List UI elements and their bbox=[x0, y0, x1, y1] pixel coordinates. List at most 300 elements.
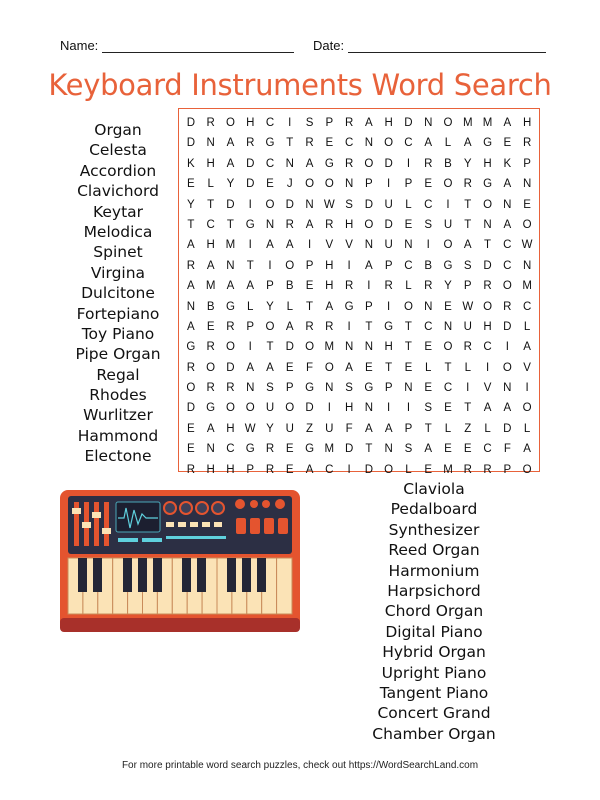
grid-letter[interactable]: C bbox=[522, 300, 532, 313]
grid-letter[interactable]: L bbox=[523, 320, 531, 333]
grid-letter[interactable]: M bbox=[443, 463, 453, 476]
grid-letter[interactable]: L bbox=[444, 137, 452, 150]
grid-letter[interactable]: W bbox=[244, 422, 256, 435]
grid-letter[interactable]: O bbox=[443, 178, 453, 191]
grid-letter[interactable]: A bbox=[305, 463, 314, 476]
grid-letter[interactable]: D bbox=[503, 320, 512, 333]
grid-letter[interactable]: C bbox=[443, 382, 453, 395]
grid-letter[interactable]: S bbox=[305, 117, 314, 129]
grid-letter[interactable]: L bbox=[207, 178, 214, 191]
grid-letter[interactable]: Z bbox=[464, 422, 472, 435]
grid-letter[interactable]: T bbox=[404, 341, 412, 354]
grid-letter[interactable]: I bbox=[347, 463, 351, 476]
grid-letter[interactable]: G bbox=[344, 300, 354, 313]
grid-letter[interactable]: N bbox=[305, 198, 314, 211]
grid-letter[interactable]: T bbox=[464, 218, 472, 231]
grid-letter[interactable]: H bbox=[344, 218, 354, 231]
grid-letter[interactable]: P bbox=[365, 178, 373, 191]
grid-letter[interactable]: D bbox=[305, 402, 314, 415]
grid-letter[interactable]: E bbox=[285, 361, 294, 374]
grid-letter[interactable]: M bbox=[482, 117, 493, 129]
grid-letter[interactable]: G bbox=[245, 218, 255, 231]
grid-letter[interactable]: P bbox=[404, 422, 413, 435]
grid-letter[interactable]: A bbox=[384, 422, 393, 435]
grid-letter[interactable]: N bbox=[186, 300, 196, 313]
grid-letter[interactable]: I bbox=[248, 341, 252, 354]
grid-letter[interactable]: P bbox=[285, 382, 294, 395]
grid-letter[interactable]: A bbox=[226, 137, 235, 150]
grid-letter[interactable]: Y bbox=[187, 198, 195, 211]
grid-letter[interactable]: O bbox=[384, 137, 394, 150]
grid-letter[interactable]: H bbox=[206, 463, 215, 476]
grid-letter[interactable]: S bbox=[404, 443, 413, 456]
grid-letter[interactable]: G bbox=[245, 443, 255, 456]
grid-letter[interactable]: R bbox=[285, 218, 294, 231]
grid-letter[interactable]: D bbox=[186, 402, 196, 415]
grid-letter[interactable]: T bbox=[266, 341, 274, 354]
grid-letter[interactable]: A bbox=[365, 422, 373, 435]
grid-letter[interactable]: T bbox=[286, 137, 294, 150]
grid-letter[interactable]: I bbox=[406, 157, 411, 170]
grid-letter[interactable]: L bbox=[425, 361, 432, 374]
grid-letter[interactable]: W bbox=[462, 300, 474, 313]
grid-letter[interactable]: N bbox=[364, 402, 374, 415]
grid-letter[interactable]: D bbox=[384, 157, 393, 170]
grid-letter[interactable]: I bbox=[525, 382, 529, 395]
grid-letter[interactable]: L bbox=[405, 198, 412, 211]
grid-letter[interactable]: W bbox=[323, 198, 335, 211]
grid-letter[interactable]: G bbox=[384, 320, 394, 333]
grid-letter[interactable]: O bbox=[285, 402, 295, 415]
grid-letter[interactable]: Y bbox=[444, 280, 452, 293]
grid-letter[interactable]: V bbox=[345, 239, 353, 252]
grid-letter[interactable]: V bbox=[523, 361, 531, 374]
grid-letter[interactable]: L bbox=[523, 422, 531, 435]
grid-letter[interactable]: O bbox=[324, 178, 334, 191]
grid-letter[interactable]: D bbox=[503, 422, 512, 435]
grid-letter[interactable]: N bbox=[503, 382, 512, 395]
grid-letter[interactable]: G bbox=[305, 443, 315, 456]
grid-letter[interactable]: T bbox=[464, 198, 472, 211]
grid-letter[interactable]: A bbox=[187, 320, 195, 333]
grid-letter[interactable]: T bbox=[187, 218, 195, 231]
grid-letter[interactable]: H bbox=[246, 117, 255, 129]
grid-letter[interactable]: A bbox=[503, 218, 512, 231]
grid-letter[interactable]: P bbox=[463, 280, 472, 293]
grid-letter[interactable]: I bbox=[288, 117, 292, 129]
grid-letter[interactable]: R bbox=[226, 382, 235, 395]
grid-letter[interactable]: D bbox=[186, 137, 196, 150]
grid-letter[interactable]: R bbox=[463, 341, 472, 354]
grid-letter[interactable]: A bbox=[463, 239, 472, 252]
grid-letter[interactable]: O bbox=[265, 198, 275, 211]
grid-letter[interactable]: C bbox=[344, 137, 354, 150]
grid-letter[interactable]: G bbox=[324, 157, 334, 170]
grid-letter[interactable]: D bbox=[246, 157, 255, 170]
grid-letter[interactable]: R bbox=[522, 137, 532, 150]
grid-letter[interactable]: I bbox=[406, 402, 411, 415]
grid-letter[interactable]: B bbox=[285, 280, 294, 293]
grid-letter[interactable]: D bbox=[364, 463, 374, 476]
grid-letter[interactable]: I bbox=[307, 239, 312, 252]
grid-letter[interactable]: O bbox=[265, 320, 275, 333]
grid-letter[interactable]: C bbox=[325, 463, 334, 476]
grid-letter[interactable]: E bbox=[404, 218, 413, 231]
grid-letter[interactable]: P bbox=[384, 382, 393, 395]
grid-letter[interactable]: A bbox=[226, 157, 235, 170]
grid-letter[interactable]: P bbox=[246, 320, 255, 333]
grid-letter[interactable]: C bbox=[503, 239, 512, 252]
grid-letter[interactable]: R bbox=[344, 157, 354, 170]
grid-letter[interactable]: P bbox=[365, 300, 373, 313]
grid-letter[interactable]: V bbox=[483, 382, 492, 395]
grid-letter[interactable]: H bbox=[344, 402, 354, 415]
grid-letter[interactable]: G bbox=[206, 402, 216, 415]
grid-letter[interactable]: N bbox=[404, 239, 413, 252]
grid-letter[interactable]: A bbox=[305, 157, 314, 170]
grid-letter[interactable]: A bbox=[503, 178, 512, 191]
grid-letter[interactable]: N bbox=[483, 218, 492, 231]
grid-letter[interactable]: N bbox=[364, 137, 374, 150]
grid-letter[interactable]: I bbox=[367, 280, 371, 293]
grid-letter[interactable]: U bbox=[285, 422, 294, 435]
grid-letter[interactable]: I bbox=[446, 198, 450, 211]
grid-letter[interactable]: A bbox=[285, 320, 294, 333]
grid-letter[interactable]: O bbox=[443, 239, 453, 252]
grid-letter[interactable]: A bbox=[246, 361, 255, 374]
date-line[interactable] bbox=[348, 40, 546, 53]
grid-letter[interactable]: H bbox=[206, 157, 215, 170]
grid-letter[interactable]: P bbox=[266, 280, 274, 293]
grid-letter[interactable]: A bbox=[365, 117, 373, 129]
grid-letter[interactable]: E bbox=[404, 361, 413, 374]
grid-letter[interactable]: R bbox=[325, 320, 334, 333]
grid-letter[interactable]: N bbox=[206, 443, 215, 456]
grid-letter[interactable]: M bbox=[324, 443, 335, 456]
grid-letter[interactable]: I bbox=[387, 300, 391, 313]
grid-letter[interactable]: E bbox=[305, 280, 314, 293]
grid-letter[interactable]: D bbox=[246, 178, 255, 191]
grid-letter[interactable]: S bbox=[266, 382, 274, 395]
grid-letter[interactable]: V bbox=[325, 239, 334, 252]
grid-letter[interactable]: E bbox=[424, 382, 433, 395]
grid-letter[interactable]: H bbox=[483, 320, 492, 333]
grid-letter[interactable]: I bbox=[505, 341, 509, 354]
grid-letter[interactable]: N bbox=[285, 157, 294, 170]
grid-letter[interactable]: U bbox=[265, 402, 275, 415]
grid-letter[interactable]: R bbox=[424, 157, 433, 170]
grid-letter[interactable]: C bbox=[404, 259, 413, 272]
grid-letter[interactable]: O bbox=[502, 280, 512, 293]
grid-letter[interactable]: E bbox=[444, 402, 452, 415]
grid-letter[interactable]: A bbox=[187, 239, 195, 252]
grid-letter[interactable]: D bbox=[226, 198, 235, 211]
grid-letter[interactable]: T bbox=[306, 300, 314, 313]
grid-letter[interactable]: J bbox=[286, 178, 293, 191]
grid-letter[interactable]: E bbox=[523, 198, 531, 211]
grid-letter[interactable]: A bbox=[266, 361, 274, 374]
grid-letter[interactable]: O bbox=[364, 157, 374, 170]
grid-letter[interactable]: N bbox=[265, 218, 275, 231]
grid-letter[interactable]: O bbox=[225, 402, 235, 415]
grid-letter[interactable]: O bbox=[483, 198, 493, 211]
grid-letter[interactable]: O bbox=[443, 117, 453, 129]
grid-letter[interactable]: A bbox=[345, 361, 353, 374]
grid-letter[interactable]: A bbox=[187, 280, 195, 293]
grid-letter[interactable]: R bbox=[483, 463, 492, 476]
grid-letter[interactable]: E bbox=[285, 463, 294, 476]
grid-letter[interactable]: T bbox=[226, 218, 234, 231]
grid-letter[interactable]: R bbox=[186, 259, 196, 272]
grid-letter[interactable]: T bbox=[444, 361, 452, 374]
grid-letter[interactable]: E bbox=[266, 178, 274, 191]
grid-letter[interactable]: S bbox=[345, 382, 353, 395]
grid-letter[interactable]: R bbox=[503, 300, 512, 313]
grid-letter[interactable]: C bbox=[483, 341, 492, 354]
grid-letter[interactable]: N bbox=[246, 382, 255, 395]
grid-letter[interactable]: N bbox=[503, 198, 512, 211]
grid-letter[interactable]: D bbox=[364, 198, 374, 211]
grid-letter[interactable]: O bbox=[522, 402, 532, 415]
grid-letter[interactable]: N bbox=[364, 239, 374, 252]
grid-letter[interactable]: R bbox=[483, 280, 492, 293]
grid-letter[interactable]: E bbox=[365, 361, 373, 374]
grid-letter[interactable]: L bbox=[444, 422, 452, 435]
grid-letter[interactable]: T bbox=[484, 239, 492, 252]
grid-letter[interactable]: L bbox=[464, 361, 471, 374]
grid-letter[interactable]: C bbox=[265, 157, 275, 170]
grid-letter[interactable]: C bbox=[424, 320, 433, 333]
grid-letter[interactable]: A bbox=[463, 137, 472, 150]
grid-letter[interactable]: T bbox=[464, 402, 472, 415]
grid-letter[interactable]: R bbox=[186, 463, 196, 476]
grid-letter[interactable]: R bbox=[463, 463, 472, 476]
grid-letter[interactable]: G bbox=[483, 178, 493, 191]
grid-letter[interactable]: N bbox=[206, 137, 215, 150]
grid-letter[interactable]: R bbox=[206, 117, 215, 129]
grid-letter[interactable]: I bbox=[485, 361, 490, 374]
grid-letter[interactable]: U bbox=[463, 320, 472, 333]
grid-letter[interactable]: H bbox=[384, 341, 393, 354]
grid-letter[interactable]: O bbox=[443, 341, 453, 354]
grid-letter[interactable]: N bbox=[522, 259, 532, 272]
grid-letter[interactable]: E bbox=[187, 443, 195, 456]
grid-letter[interactable]: H bbox=[483, 157, 492, 170]
grid-letter[interactable]: S bbox=[424, 402, 433, 415]
grid-letter[interactable]: E bbox=[424, 341, 433, 354]
grid-letter[interactable]: E bbox=[444, 300, 452, 313]
grid-letter[interactable]: N bbox=[443, 320, 453, 333]
name-line[interactable] bbox=[102, 40, 294, 53]
grid-letter[interactable]: N bbox=[384, 443, 393, 456]
grid-letter[interactable]: U bbox=[384, 198, 393, 211]
grid-letter[interactable]: I bbox=[347, 320, 351, 333]
grid-letter[interactable]: C bbox=[503, 259, 512, 272]
grid-letter[interactable]: T bbox=[404, 320, 412, 333]
grid-letter[interactable]: P bbox=[305, 259, 314, 272]
grid-letter[interactable]: O bbox=[305, 178, 315, 191]
grid-letter[interactable]: H bbox=[226, 422, 235, 435]
grid-letter[interactable]: D bbox=[226, 361, 235, 374]
grid-letter[interactable]: F bbox=[345, 422, 353, 435]
grid-letter[interactable]: O bbox=[324, 361, 334, 374]
grid-letter[interactable]: O bbox=[186, 382, 196, 395]
grid-letter[interactable]: E bbox=[503, 137, 512, 150]
grid-letter[interactable]: G bbox=[483, 137, 493, 150]
grid-letter[interactable]: S bbox=[424, 218, 433, 231]
grid-letter[interactable]: S bbox=[345, 198, 353, 211]
grid-letter[interactable]: M bbox=[225, 239, 236, 252]
grid-letter[interactable]: L bbox=[247, 300, 254, 313]
grid-letter[interactable]: U bbox=[325, 422, 334, 435]
grid-letter[interactable]: P bbox=[523, 157, 531, 170]
grid-letter[interactable]: C bbox=[404, 137, 413, 150]
grid-letter[interactable]: A bbox=[266, 239, 274, 252]
grid-letter[interactable]: A bbox=[503, 402, 512, 415]
grid-letter[interactable]: O bbox=[305, 341, 315, 354]
grid-letter[interactable]: Y bbox=[266, 300, 274, 313]
grid-letter[interactable]: N bbox=[404, 382, 413, 395]
grid-letter[interactable]: W bbox=[521, 239, 533, 252]
grid-letter[interactable]: A bbox=[206, 259, 215, 272]
grid-letter[interactable]: R bbox=[206, 382, 215, 395]
grid-letter[interactable]: R bbox=[384, 280, 393, 293]
grid-letter[interactable]: M bbox=[462, 117, 473, 129]
grid-letter[interactable]: R bbox=[325, 218, 334, 231]
grid-letter[interactable]: G bbox=[305, 382, 315, 395]
grid-letter[interactable]: C bbox=[483, 443, 492, 456]
grid-letter[interactable]: L bbox=[286, 300, 293, 313]
grid-letter[interactable]: H bbox=[226, 463, 235, 476]
grid-letter[interactable]: M bbox=[324, 341, 335, 354]
grid-letter[interactable]: I bbox=[347, 259, 351, 272]
grid-letter[interactable]: E bbox=[206, 320, 215, 333]
grid-letter[interactable]: U bbox=[443, 218, 453, 231]
grid-letter[interactable]: C bbox=[424, 198, 433, 211]
grid-letter[interactable]: U bbox=[384, 239, 393, 252]
grid-letter[interactable]: E bbox=[463, 443, 472, 456]
grid-letter[interactable]: A bbox=[424, 443, 433, 456]
grid-letter[interactable]: O bbox=[502, 361, 512, 374]
grid-letter[interactable]: R bbox=[344, 117, 354, 129]
grid-letter[interactable]: A bbox=[285, 239, 294, 252]
grid-letter[interactable]: Y bbox=[463, 157, 472, 170]
grid-letter[interactable]: R bbox=[424, 280, 433, 293]
grid-letter[interactable]: E bbox=[424, 178, 433, 191]
grid-letter[interactable]: N bbox=[522, 178, 532, 191]
grid-letter[interactable]: A bbox=[305, 218, 314, 231]
grid-letter[interactable]: K bbox=[503, 157, 512, 170]
grid-letter[interactable]: E bbox=[424, 463, 433, 476]
grid-letter[interactable]: A bbox=[206, 422, 215, 435]
grid-letter[interactable]: D bbox=[186, 117, 196, 129]
grid-letter[interactable]: N bbox=[424, 300, 433, 313]
grid-letter[interactable]: G bbox=[443, 259, 453, 272]
grid-letter[interactable]: H bbox=[325, 280, 334, 293]
grid-letter[interactable]: O bbox=[206, 361, 216, 374]
grid-letter[interactable]: I bbox=[248, 239, 252, 252]
grid-letter[interactable]: R bbox=[305, 320, 314, 333]
grid-letter[interactable]: B bbox=[424, 259, 433, 272]
grid-letter[interactable]: C bbox=[206, 218, 215, 231]
grid-letter[interactable]: L bbox=[484, 422, 491, 435]
grid-letter[interactable]: S bbox=[463, 259, 472, 272]
grid-letter[interactable]: H bbox=[522, 117, 532, 129]
grid-letter[interactable]: T bbox=[424, 422, 432, 435]
grid-letter[interactable]: D bbox=[344, 443, 354, 456]
grid-letter[interactable]: I bbox=[327, 402, 331, 415]
grid-letter[interactable]: Y bbox=[226, 178, 235, 191]
grid-letter[interactable]: I bbox=[466, 382, 470, 395]
grid-letter[interactable]: T bbox=[365, 443, 373, 456]
grid-letter[interactable]: A bbox=[503, 117, 512, 129]
grid-letter[interactable]: N bbox=[344, 341, 354, 354]
grid-letter[interactable]: I bbox=[248, 198, 252, 211]
grid-letter[interactable]: P bbox=[503, 463, 512, 476]
grid-letter[interactable]: C bbox=[265, 117, 275, 129]
grid-letter[interactable]: I bbox=[387, 178, 391, 191]
grid-letter[interactable]: O bbox=[483, 300, 493, 313]
grid-letter[interactable]: A bbox=[424, 137, 433, 150]
grid-letter[interactable]: R bbox=[186, 361, 196, 374]
grid-letter[interactable]: E bbox=[187, 178, 195, 191]
grid-letter[interactable]: A bbox=[246, 280, 255, 293]
grid-letter[interactable]: Z bbox=[306, 422, 314, 435]
grid-letter[interactable]: P bbox=[246, 463, 255, 476]
grid-letter[interactable]: F bbox=[503, 443, 511, 456]
grid-letter[interactable]: G bbox=[265, 137, 275, 150]
grid-letter[interactable]: H bbox=[384, 117, 393, 129]
grid-letter[interactable]: T bbox=[385, 361, 393, 374]
grid-letter[interactable]: O bbox=[225, 341, 235, 354]
grid-letter[interactable]: A bbox=[226, 280, 235, 293]
grid-letter[interactable]: G bbox=[364, 382, 374, 395]
grid-letter[interactable]: R bbox=[206, 341, 215, 354]
grid-letter[interactable]: N bbox=[226, 259, 235, 272]
grid-letter[interactable]: O bbox=[245, 402, 255, 415]
grid-letter[interactable]: A bbox=[365, 259, 373, 272]
grid-letter[interactable]: L bbox=[405, 280, 412, 293]
grid-letter[interactable]: N bbox=[325, 382, 334, 395]
grid-letter[interactable]: L bbox=[405, 463, 412, 476]
grid-letter[interactable]: I bbox=[268, 259, 272, 272]
grid-letter[interactable]: O bbox=[403, 300, 413, 313]
grid-letter[interactable]: G bbox=[225, 300, 235, 313]
grid-letter[interactable]: N bbox=[424, 117, 433, 129]
grid-letter[interactable]: H bbox=[206, 239, 215, 252]
grid-letter[interactable]: P bbox=[325, 117, 334, 129]
grid-letter[interactable]: E bbox=[444, 443, 452, 456]
grid-letter[interactable]: K bbox=[187, 157, 195, 170]
grid-letter[interactable]: O bbox=[384, 463, 394, 476]
grid-letter[interactable]: R bbox=[265, 443, 275, 456]
grid-letter[interactable]: A bbox=[325, 300, 334, 313]
grid-letter[interactable]: N bbox=[344, 178, 354, 191]
grid-letter[interactable]: I bbox=[426, 239, 430, 252]
grid-letter[interactable]: P bbox=[384, 259, 393, 272]
grid-letter[interactable]: M bbox=[205, 280, 216, 293]
grid-letter[interactable]: I bbox=[387, 402, 391, 415]
grid-letter[interactable]: A bbox=[523, 341, 531, 354]
grid-letter[interactable]: D bbox=[285, 198, 294, 211]
grid-letter[interactable]: F bbox=[306, 361, 314, 374]
grid-letter[interactable]: D bbox=[483, 259, 492, 272]
grid-letter[interactable]: B bbox=[444, 157, 452, 170]
grid-letter[interactable]: R bbox=[463, 178, 472, 191]
grid-letter[interactable]: O bbox=[364, 218, 374, 231]
grid-letter[interactable]: H bbox=[325, 259, 334, 272]
grid-letter[interactable]: E bbox=[187, 422, 195, 435]
